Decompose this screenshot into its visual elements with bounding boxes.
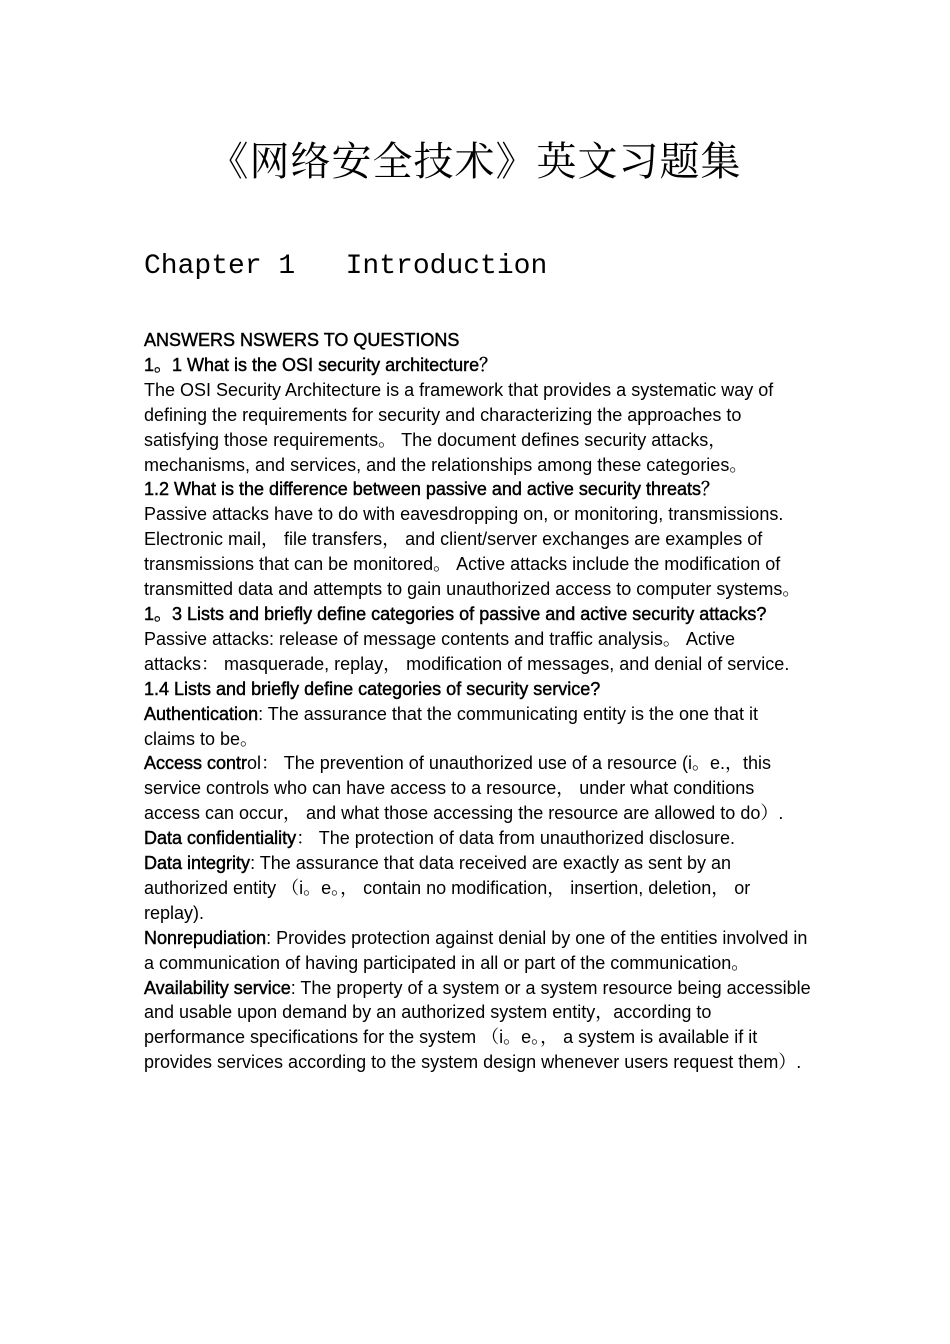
question-1: 1。1 What is the OSI security architecture？ <box>144 354 498 375</box>
service-definition: ： The protection of data from unauthorized disclosure. <box>296 828 736 849</box>
service-term: Availability service <box>144 977 291 998</box>
answer-1: The OSI Security Architecture is a framework that provides a systematic way of defining the requirements for security and characterizing the approaches to satisfying those requirements。 The document defines security attacks，mechanisms, and services, and the relationships among these categories。 <box>144 379 774 475</box>
service-authentication <box>144 702 814 752</box>
question-2: 1.2 What is the difference between passive and active security threats？ <box>144 479 719 500</box>
answer-2: Passive attacks have to do with eavesdropping on, or monitoring, transmissions. Electronic mail， file transfers， and client/server exchanges are examples of transmissions that can be monitored。 Active attacks include the modification of transmitted data and attempts to gain unauthorized access to computer systems。 <box>144 504 801 600</box>
answer-3: Passive attacks: release of message contents and traffic analysis。 Active attacks： masquerade, replay， modification of messages, and denial of service. <box>144 628 790 674</box>
service-access-control <box>144 751 814 826</box>
service-nonrepudiation <box>144 926 814 976</box>
service-term: Access contr <box>144 753 248 774</box>
service-term: Nonrepudiation <box>144 927 267 948</box>
document-body <box>144 328 814 1075</box>
service-definition: ol： The prevention of unauthorized use of a resource (i。e.，this service controls who can have access to a resource， under what conditions access can occur， and what those accessing the resource are allowed to do）. <box>144 753 784 824</box>
service-term: Authentication <box>144 703 259 724</box>
section-heading: ANSWERS NSWERS TO QUESTIONS <box>144 330 460 350</box>
service-definition: : The property of a system or a system resource being accessible and usable upon demand by an authorized system entity，according to performance specifications for the system （i。e。， a system is available if it provides services according to the system design whenever users request them）. <box>144 977 811 1073</box>
question-4: 1.4 Lists and briefly define categories of security service? <box>144 678 601 699</box>
service-data-confidentiality <box>144 826 814 851</box>
service-availability <box>144 976 814 1076</box>
question-3: 1。3 Lists and briefly define categories of passive and active security attacks? <box>144 603 767 624</box>
service-definition: : The assurance that the communicating entity is the one that it claims to be。 <box>144 703 759 749</box>
service-definition: : The assurance that data received are exactly as sent by an authorized entity （i。e。， contain no modification， insertion, deletion， or replay). <box>144 853 751 923</box>
service-data-integrity <box>144 851 814 926</box>
service-term: Data confidentiality <box>144 828 297 849</box>
service-term: Data integrity <box>144 853 251 874</box>
service-definition: : Provides protection against denial by one of the entities involved in a communication of having participated in all or part of the communication。 <box>144 927 808 973</box>
chapter-heading: Chapter 1 Introduction <box>144 251 548 282</box>
document-title: 《网络安全技术》英文习题集 <box>208 139 742 185</box>
